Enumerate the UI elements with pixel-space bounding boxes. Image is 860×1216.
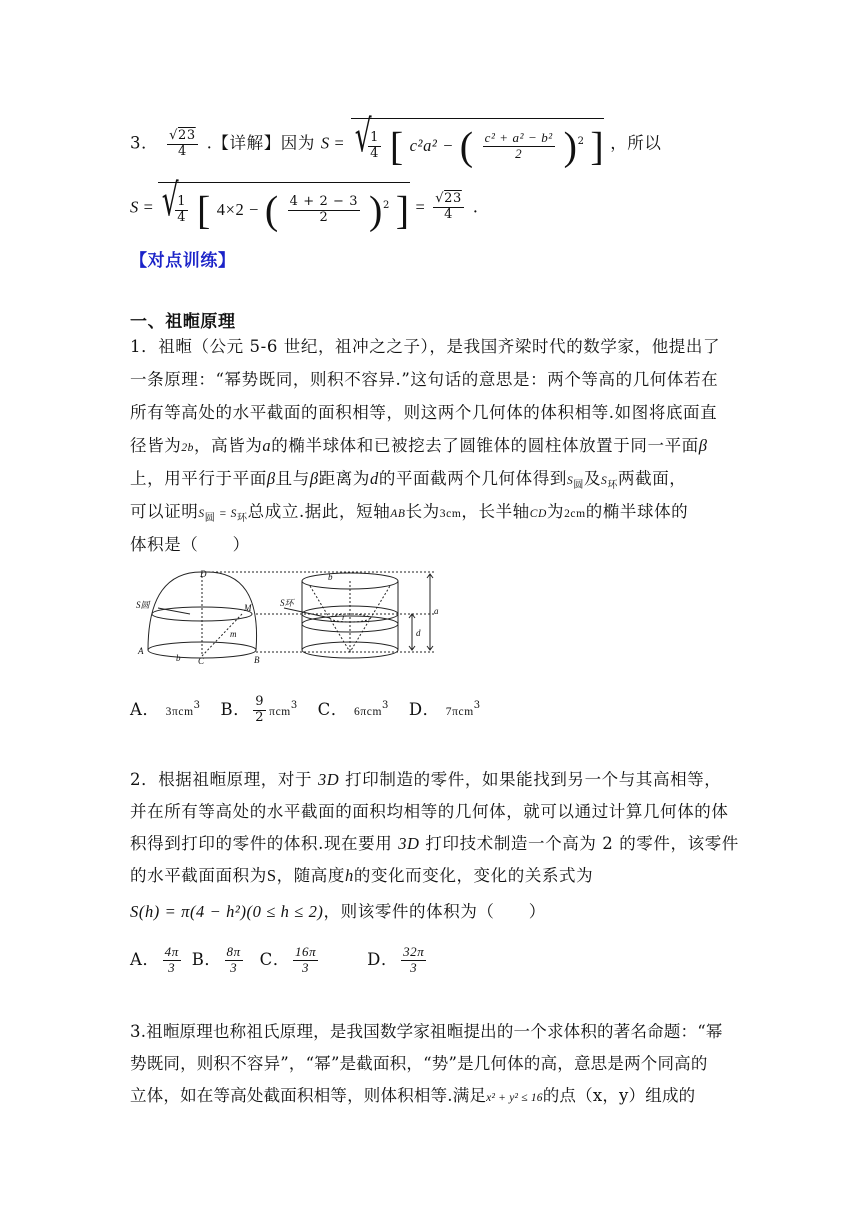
hemi-ellipsoid-outline	[148, 572, 257, 650]
section-heading: 【对点训练】	[130, 251, 236, 271]
p2-line-5: S(h) = π(4 − h²)(0 ≤ h ≤ 2)，则该零件的体积为（ ）	[130, 902, 546, 921]
p2-option-b[interactable]: B． $\frac{8\pi}{3}$	[191, 944, 241, 975]
detail-tag: .【详解】因为	[206, 133, 316, 153]
p3-line-1: 3.祖暅原理也称祖氏原理，是我国数学家祖暅提出的一个求体积的著名命题：“幂	[130, 1022, 723, 1041]
p2-line-1: 2．根据祖暅原理，对于 3D 打印制造的零件，如果能找到另一个与其高相等，	[130, 770, 722, 789]
p2-options	[130, 940, 429, 980]
solution-suffix: ，所以	[610, 133, 662, 153]
answer-fraction: $\frac{√23}{4}$	[169, 127, 196, 159]
label-m: m	[230, 629, 237, 639]
p1-line-4: 径皆为2b，高皆为a的椭半球体和已被挖去了圆锥体的圆柱体放置于同一平面β	[130, 436, 708, 455]
label-A: A	[138, 646, 144, 656]
label-D: D	[200, 569, 207, 579]
p1-line-7: 体积是（ ）	[130, 535, 250, 554]
item-number: 3．	[130, 133, 159, 153]
p1-option-d[interactable]: D． 7πcm$^3$	[408, 700, 481, 719]
p1-line-2: 一条原理：“幂势既同，则积不容异.”这句话的意思是：两个等高的几何体若在	[130, 370, 719, 389]
label-a: a	[434, 606, 439, 616]
label-b-top: b	[328, 572, 333, 582]
subsection-heading: 一、祖暅原理	[130, 312, 236, 332]
label-C: C	[198, 656, 205, 666]
p2-line-3: 积得到打印的零件的体积.现在要用 3D 打印技术制造一个高为 2 的零件，该零件	[130, 834, 739, 853]
p3-line-2: 势既同，则积不容异”，“幂”是截面积，“势”是几何体的高，意思是两个同高的	[130, 1054, 708, 1073]
label-d: d	[416, 628, 421, 638]
p2-line-2: 并在所有等高处的水平截面的面积均相等的几何体，就可以通过计算几何体的体	[130, 802, 729, 821]
p1-line-5: 上，用平行于平面β且与β距离为d的平面截两个几何体得到$S_圆$及$S_环$两截面，	[130, 469, 687, 491]
geometry-figure	[134, 568, 446, 668]
p1-option-a[interactable]: A． 3πcm$^3$	[130, 700, 201, 719]
p1-option-b[interactable]: B． $\frac{9}{2}$ πcm$^3$	[220, 694, 298, 725]
p2-line-4: 的水平截面面积为S，随高度h的变化而变化，变化的关系式为	[130, 866, 594, 885]
p1-option-c[interactable]: C． 6πcm$^3$	[317, 700, 389, 719]
label-S-huan: S环	[280, 598, 294, 608]
p2-option-c[interactable]: C． $\frac{16\pi}{3}$	[259, 944, 317, 975]
p2-option-d[interactable]: D． $\frac{32\pi}{3}$	[367, 944, 425, 975]
solution-line-2: S = √ $\frac{1}{4}$ [ 4×2 − ( $\frac{4 + 2 - 3}{2}$ )$^2$ ] = $\frac{√23}{4}$ .	[130, 175, 479, 233]
p2-option-a[interactable]: A． $\frac{4\pi}{3}$	[130, 944, 179, 975]
label-b: b	[176, 653, 181, 663]
label-S-yuan: S圆	[136, 600, 150, 610]
formula2-sqrt: √ $\frac{1}{4}$ [ 4×2 − ( $\frac{4 + 2 - 3}{2}$ )$^2$ ]	[158, 182, 409, 234]
label-r: r	[342, 612, 346, 622]
label-B: B	[254, 655, 260, 665]
p1-options	[130, 686, 481, 726]
formula-sqrt: √ $\frac{1}{4}$ [ c²a² − ( $\frac{\text{c² + a² − b²}}{2}$ )$^2$ ]	[351, 118, 604, 170]
p3-line-3: 立体，如在等高处截面积相等，则体积相等.满足x² + y² ≤ 16的点（x，y）组成的	[130, 1086, 696, 1105]
solution-line-1: 3． $\frac{√23}{4}$ .【详解】因为 S = √ $\frac{1}{4}$ [ c²a² − ( $\frac{\text{c² + a² − b²}}{2}$ )$^2$ ] ，所以	[130, 111, 662, 169]
label-M: M	[244, 603, 252, 613]
p1-line-1: 1．祖暅（公元 5-6 世纪，祖冲之之子），是我国齐梁时代的数学家，他提出了	[130, 337, 721, 356]
p1-line-3: 所有等高处的水平截面的面积相等，则这两个几何体的体积相等.如图将底面直	[130, 403, 718, 422]
formula-S: S	[320, 133, 330, 153]
p1-line-6: 可以证明$S_圆 = S_环$总成立.据此，短轴AB长为3cm，长半轴CD为2cm的椭半球体的	[130, 502, 689, 524]
